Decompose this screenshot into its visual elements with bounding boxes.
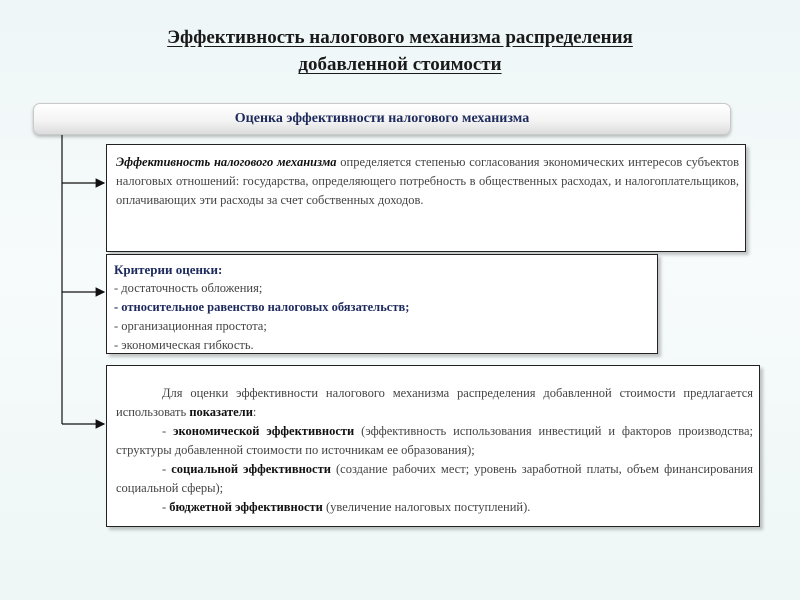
indicator-label: бюджетной эффективности: [169, 500, 323, 514]
indicator-prefix: -: [162, 424, 174, 438]
definition-box: [106, 144, 746, 252]
indicators-intro-end: :: [252, 405, 257, 419]
definition-text: [107, 153, 745, 210]
indicator-text: (эффективность использования инвестиций и факторов производства; структуры добавленной стоимости по источникам ее образования);: [116, 424, 754, 457]
criteria-box: [106, 254, 658, 354]
indicator-label: экономической эффективности: [173, 424, 355, 438]
title-line-2: добавленной стоимости: [298, 54, 502, 75]
criteria-item: - экономическая гибкость.: [114, 338, 254, 352]
title-line-1: Эффективность налогового механизма распределения: [167, 27, 633, 48]
indicator-text: (увеличение налоговых поступлений).: [322, 500, 531, 514]
indicators-intro-bold: показатели: [189, 405, 253, 419]
criteria-heading: Критерии оценки:: [114, 262, 223, 277]
indicator-item: [116, 498, 753, 517]
indicator-item: [116, 422, 753, 460]
indicators-intro: [116, 384, 753, 422]
indicator-label: социальной эффективности: [171, 462, 331, 476]
definition-lead: Эффективность налогового механизма: [116, 155, 337, 169]
header-bar: Оценка эффективности налогового механизма: [33, 103, 731, 135]
criteria-item: - организационная простота;: [114, 319, 267, 333]
indicator-text: (создание рабочих мест; уровень заработной платы, объем финансирования социальной сферы);: [116, 462, 753, 495]
criteria-item: - относительное равенство налоговых обязательств;: [114, 300, 410, 314]
indicators-intro-text: Для оценки эффективности налогового механизма распределения добавленной стоимости предлагается использовать: [116, 386, 753, 419]
criteria-item: - достаточность обложения;: [114, 281, 263, 295]
indicator-item: [116, 460, 753, 498]
indicators-box: [106, 365, 760, 527]
indicator-prefix: -: [162, 462, 172, 476]
indicator-prefix: -: [162, 500, 170, 514]
definition-body: определяется степенью согласования экономических интересов субъектов налоговых отношений: государства, определяющего потребность в общественных расходах, и налогоплательщиков, оплачивающих эти расходы за счет собственных доходов.: [116, 155, 739, 207]
